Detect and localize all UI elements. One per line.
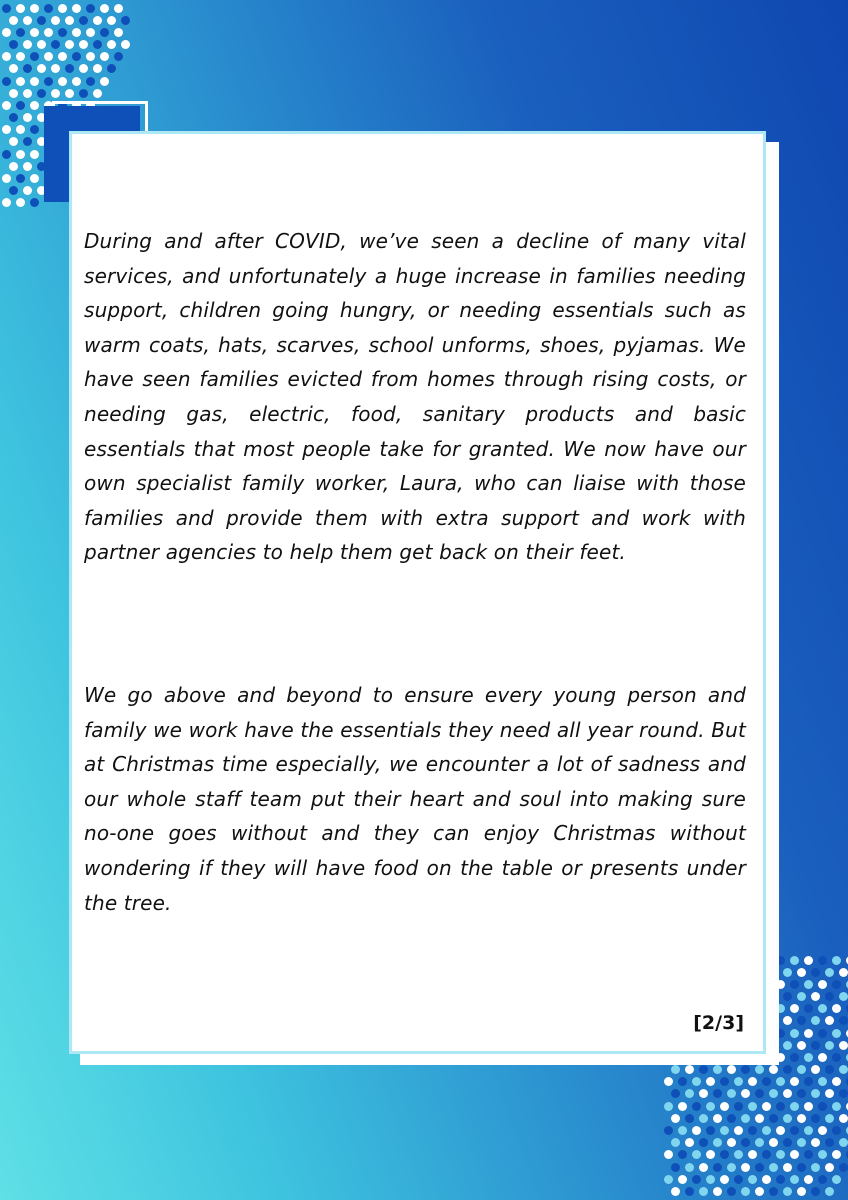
decorative-dot	[720, 1175, 729, 1184]
decorative-dot	[839, 1138, 848, 1147]
decorative-dot	[839, 1163, 848, 1172]
decorative-dot	[51, 64, 60, 73]
decorative-dot	[72, 77, 81, 86]
decorative-dot	[741, 1089, 750, 1098]
decorative-dot	[114, 28, 123, 37]
decorative-dot	[699, 1187, 708, 1196]
decorative-dot	[790, 1126, 799, 1135]
decorative-dot	[734, 1150, 743, 1159]
decorative-dot	[30, 52, 39, 61]
decorative-dot	[769, 1089, 778, 1098]
decorative-dot	[9, 40, 18, 49]
decorative-dot	[2, 101, 11, 110]
decorative-dot	[685, 1163, 694, 1172]
decorative-dot	[832, 1004, 841, 1013]
decorative-dot	[692, 1126, 701, 1135]
content-card	[69, 131, 766, 1054]
decorative-dot	[44, 52, 53, 61]
decorative-dot	[790, 1102, 799, 1111]
decorative-dot	[692, 1102, 701, 1111]
decorative-dot	[818, 1053, 827, 1062]
decorative-dot	[2, 198, 11, 207]
decorative-dot	[783, 1089, 792, 1098]
decorative-dot	[706, 1175, 715, 1184]
decorative-dot	[699, 1089, 708, 1098]
decorative-dot	[804, 1077, 813, 1086]
decorative-dot	[811, 1065, 820, 1074]
decorative-dot	[58, 28, 67, 37]
decorative-dot	[114, 4, 123, 13]
decorative-dot	[706, 1150, 715, 1159]
decorative-dot	[664, 1126, 673, 1135]
decorative-dot	[811, 1163, 820, 1172]
decorative-dot	[839, 1041, 848, 1050]
decorative-dot	[804, 1102, 813, 1111]
decorative-dot	[2, 28, 11, 37]
decorative-dot	[86, 28, 95, 37]
decorative-dot	[776, 1126, 785, 1135]
decorative-dot	[769, 1138, 778, 1147]
decorative-dot	[93, 64, 102, 73]
decorative-dot	[16, 174, 25, 183]
decorative-dot	[664, 1150, 673, 1159]
decorative-dot	[748, 1175, 757, 1184]
decorative-dot	[23, 16, 32, 25]
decorative-dot	[9, 64, 18, 73]
decorative-dot	[51, 16, 60, 25]
decorative-dot	[811, 1089, 820, 1098]
decorative-dot	[37, 64, 46, 73]
decorative-dot	[16, 101, 25, 110]
decorative-dot	[839, 1114, 848, 1123]
decorative-dot	[776, 1150, 785, 1159]
decorative-dot	[86, 77, 95, 86]
decorative-dot	[720, 1102, 729, 1111]
decorative-dot	[65, 89, 74, 98]
decorative-dot	[769, 1187, 778, 1196]
decorative-dot	[727, 1089, 736, 1098]
decorative-dot	[776, 1077, 785, 1086]
decorative-dot	[755, 1089, 764, 1098]
decorative-dot	[804, 1004, 813, 1013]
decorative-dot	[93, 89, 102, 98]
decorative-dot	[776, 1102, 785, 1111]
decorative-dot	[678, 1175, 687, 1184]
decorative-dot	[16, 150, 25, 159]
decorative-dot	[23, 64, 32, 73]
decorative-dot	[65, 40, 74, 49]
decorative-dot	[30, 150, 39, 159]
decorative-dot	[811, 1187, 820, 1196]
decorative-dot	[100, 28, 109, 37]
decorative-dot	[832, 1126, 841, 1135]
decorative-dot	[671, 1114, 680, 1123]
decorative-dot	[762, 1175, 771, 1184]
decorative-dot	[790, 1053, 799, 1062]
decorative-dot	[23, 186, 32, 195]
decorative-dot	[16, 52, 25, 61]
decorative-dot	[72, 28, 81, 37]
decorative-dot	[825, 1016, 834, 1025]
decorative-dot	[790, 1175, 799, 1184]
decorative-dot	[762, 1077, 771, 1086]
decorative-dot	[51, 40, 60, 49]
decorative-dot	[678, 1102, 687, 1111]
decorative-dot	[804, 1175, 813, 1184]
decorative-dot	[825, 1041, 834, 1050]
decorative-dot	[783, 1187, 792, 1196]
decorative-dot	[825, 968, 834, 977]
decorative-dot	[818, 1004, 827, 1013]
decorative-dot	[797, 1065, 806, 1074]
decorative-dot	[825, 1065, 834, 1074]
decorative-dot	[776, 1175, 785, 1184]
decorative-dot	[678, 1150, 687, 1159]
decorative-dot	[9, 186, 18, 195]
decorative-dot	[678, 1077, 687, 1086]
decorative-dot	[762, 1102, 771, 1111]
decorative-dot	[699, 1114, 708, 1123]
decorative-dot	[16, 77, 25, 86]
decorative-dot	[741, 1187, 750, 1196]
decorative-dot	[741, 1138, 750, 1147]
decorative-dot	[832, 956, 841, 965]
decorative-dot	[100, 4, 109, 13]
decorative-dot	[706, 1126, 715, 1135]
decorative-dot	[734, 1102, 743, 1111]
decorative-dot	[51, 89, 60, 98]
decorative-dot	[699, 1163, 708, 1172]
decorative-dot	[23, 162, 32, 171]
decorative-dot	[58, 52, 67, 61]
decorative-dot	[671, 1065, 680, 1074]
decorative-dot	[114, 52, 123, 61]
decorative-dot	[832, 1150, 841, 1159]
decorative-dot	[727, 1065, 736, 1074]
decorative-dot	[818, 1102, 827, 1111]
decorative-dot	[699, 1065, 708, 1074]
decorative-dot	[30, 101, 39, 110]
decorative-dot	[685, 1138, 694, 1147]
decorative-dot	[692, 1175, 701, 1184]
decorative-dot	[678, 1126, 687, 1135]
decorative-dot	[783, 992, 792, 1001]
decorative-dot	[9, 162, 18, 171]
decorative-dot	[769, 1114, 778, 1123]
decorative-dot	[727, 1138, 736, 1147]
decorative-dot	[9, 113, 18, 122]
decorative-dot	[804, 1126, 813, 1135]
decorative-dot	[30, 28, 39, 37]
decorative-dot	[804, 956, 813, 965]
decorative-dot	[699, 1138, 708, 1147]
decorative-dot	[44, 4, 53, 13]
decorative-dot	[832, 1077, 841, 1086]
decorative-dot	[23, 89, 32, 98]
decorative-dot	[839, 1016, 848, 1025]
decorative-dot	[79, 89, 88, 98]
decorative-dot	[832, 1029, 841, 1038]
decorative-dot	[818, 980, 827, 989]
decorative-dot	[762, 1126, 771, 1135]
decorative-dot	[818, 1029, 827, 1038]
decorative-dot	[713, 1187, 722, 1196]
decorative-dot	[762, 1150, 771, 1159]
decorative-dot	[706, 1077, 715, 1086]
decorative-dot	[86, 4, 95, 13]
decorative-dot	[832, 980, 841, 989]
decorative-dot	[811, 1016, 820, 1025]
decorative-dot	[9, 16, 18, 25]
decorative-dot	[713, 1065, 722, 1074]
decorative-dot	[79, 40, 88, 49]
decorative-dot	[825, 1089, 834, 1098]
decorative-dot	[16, 125, 25, 134]
decorative-dot	[755, 1138, 764, 1147]
decorative-dot	[839, 968, 848, 977]
decorative-dot	[58, 4, 67, 13]
decorative-dot	[783, 1016, 792, 1025]
decorative-dot	[16, 28, 25, 37]
decorative-dot	[93, 16, 102, 25]
decorative-dot	[72, 52, 81, 61]
paragraph-christmas: We go above and beyond to ensure every young person and family we work have the essentials they need all year round. But at Christmas time especially, we encounter a lot of sadness and our whole staff team put their heart and soul into making sure no-one goes without and they can enjoy Christmas without wondering if they will have food on the table or presents under the tree.	[84, 683, 746, 915]
decorative-dot	[37, 16, 46, 25]
decorative-dot	[804, 1053, 813, 1062]
decorative-dot	[797, 1163, 806, 1172]
decorative-dot	[783, 1163, 792, 1172]
decorative-dot	[44, 77, 53, 86]
decorative-dot	[65, 64, 74, 73]
decorative-dot	[825, 1163, 834, 1172]
decorative-dot	[685, 1065, 694, 1074]
decorative-dot	[9, 89, 18, 98]
decorative-dot	[734, 1126, 743, 1135]
decorative-dot	[797, 1114, 806, 1123]
decorative-dot	[2, 52, 11, 61]
decorative-dot	[839, 1089, 848, 1098]
decorative-dot	[804, 1029, 813, 1038]
decorative-dot	[30, 77, 39, 86]
decorative-dot	[107, 40, 116, 49]
decorative-dot	[769, 1065, 778, 1074]
decorative-dot	[790, 1004, 799, 1013]
decorative-dot	[37, 89, 46, 98]
decorative-dot	[664, 1077, 673, 1086]
decorative-dot	[818, 1077, 827, 1086]
decorative-dot	[790, 1077, 799, 1086]
decorative-dot	[741, 1163, 750, 1172]
decorative-dot	[832, 1175, 841, 1184]
decorative-dot	[818, 1175, 827, 1184]
decorative-dot	[23, 40, 32, 49]
decorative-dot	[839, 992, 848, 1001]
decorative-dot	[86, 52, 95, 61]
decorative-dot	[79, 64, 88, 73]
decorative-dot	[30, 174, 39, 183]
decorative-dot	[685, 1114, 694, 1123]
decorative-dot	[783, 1065, 792, 1074]
decorative-dot	[16, 4, 25, 13]
decorative-dot	[797, 1016, 806, 1025]
decorative-dot	[804, 1150, 813, 1159]
decorative-dot	[839, 1065, 848, 1074]
decorative-dot	[23, 137, 32, 146]
decorative-dot	[755, 1114, 764, 1123]
decorative-dot	[58, 77, 67, 86]
decorative-dot	[100, 77, 109, 86]
decorative-dot	[30, 125, 39, 134]
decorative-dot	[748, 1150, 757, 1159]
decorative-dot	[825, 992, 834, 1001]
decorative-dot	[671, 1163, 680, 1172]
decorative-dot	[72, 4, 81, 13]
decorative-dot	[797, 1089, 806, 1098]
decorative-dot	[797, 992, 806, 1001]
decorative-dot	[671, 1187, 680, 1196]
decorative-dot	[832, 1102, 841, 1111]
decorative-dot	[818, 956, 827, 965]
decorative-dot	[713, 1163, 722, 1172]
decorative-dot	[727, 1163, 736, 1172]
decorative-dot	[783, 1138, 792, 1147]
decorative-dot	[107, 64, 116, 73]
decorative-dot	[797, 1187, 806, 1196]
decorative-dot	[685, 1187, 694, 1196]
decorative-dot	[811, 1041, 820, 1050]
decorative-dot	[783, 1041, 792, 1050]
decorative-dot	[818, 1150, 827, 1159]
decorative-dot	[2, 4, 11, 13]
decorative-dot	[65, 16, 74, 25]
decorative-dot	[748, 1126, 757, 1135]
decorative-dot	[79, 16, 88, 25]
decorative-dot	[44, 28, 53, 37]
decorative-dot	[825, 1187, 834, 1196]
decorative-dot	[720, 1126, 729, 1135]
decorative-dot	[790, 1150, 799, 1159]
decorative-dot	[727, 1114, 736, 1123]
decorative-dot	[755, 1187, 764, 1196]
decorative-dot	[818, 1126, 827, 1135]
decorative-dot	[755, 1163, 764, 1172]
decorative-dot	[797, 968, 806, 977]
decorative-dot	[713, 1089, 722, 1098]
decorative-dot	[30, 198, 39, 207]
decorative-dot	[748, 1077, 757, 1086]
decorative-dot	[741, 1114, 750, 1123]
decorative-dot	[720, 1150, 729, 1159]
decorative-dot	[671, 1089, 680, 1098]
decorative-dot	[100, 52, 109, 61]
page-indicator: [2/3]	[693, 1012, 744, 1034]
decorative-dot	[2, 77, 11, 86]
decorative-dot	[727, 1187, 736, 1196]
paragraph-covid-support: During and after COVID, we’ve seen a decline of many vital services, and unfortunately a huge increase in families needing support, children going hungry, or needing essentials such as warm coats, hats, scarves, school unforms, shoes, pyjamas. We have seen families evicted from homes through rising costs, or needing gas, electric, food, sanitary products and basic essentials that most people take for granted. We now have our own specialist family worker, Laura, who can liaise with those families and provide them with extra support and work with partner agencies to help them get back on their feet.	[84, 229, 746, 565]
decorative-dot	[734, 1077, 743, 1086]
decorative-dot	[748, 1102, 757, 1111]
decorative-dot	[790, 1029, 799, 1038]
decorative-dot	[16, 198, 25, 207]
decorative-dot	[121, 40, 130, 49]
decorative-dot	[811, 1138, 820, 1147]
decorative-dot	[769, 1163, 778, 1172]
decorative-dot	[121, 16, 130, 25]
decorative-dot	[2, 174, 11, 183]
decorative-dot	[734, 1175, 743, 1184]
decorative-dot	[692, 1077, 701, 1086]
decorative-dot	[706, 1102, 715, 1111]
decorative-dot	[93, 40, 102, 49]
decorative-dot	[797, 1041, 806, 1050]
decorative-dot	[755, 1065, 764, 1074]
decorative-dot	[107, 16, 116, 25]
decorative-dot	[713, 1114, 722, 1123]
decorative-dot	[811, 968, 820, 977]
decorative-dot	[720, 1077, 729, 1086]
decorative-dot	[685, 1089, 694, 1098]
decorative-dot	[664, 1102, 673, 1111]
decorative-dot	[23, 113, 32, 122]
decorative-dot	[2, 150, 11, 159]
decorative-dot	[37, 40, 46, 49]
decorative-dot	[664, 1175, 673, 1184]
decorative-dot	[832, 1053, 841, 1062]
decorative-dot	[825, 1138, 834, 1147]
decorative-dot	[811, 1114, 820, 1123]
decorative-dot	[825, 1114, 834, 1123]
decorative-dot	[713, 1138, 722, 1147]
decorative-dot	[783, 968, 792, 977]
decorative-dot	[30, 4, 39, 13]
decorative-dot	[2, 125, 11, 134]
decorative-dot	[671, 1138, 680, 1147]
decorative-dot	[783, 1114, 792, 1123]
decorative-dot	[804, 980, 813, 989]
decorative-dot	[9, 137, 18, 146]
decorative-dot	[692, 1150, 701, 1159]
decorative-dot	[741, 1065, 750, 1074]
decorative-dot	[797, 1138, 806, 1147]
decorative-dot	[790, 980, 799, 989]
decorative-dot	[811, 992, 820, 1001]
decorative-dot	[790, 956, 799, 965]
